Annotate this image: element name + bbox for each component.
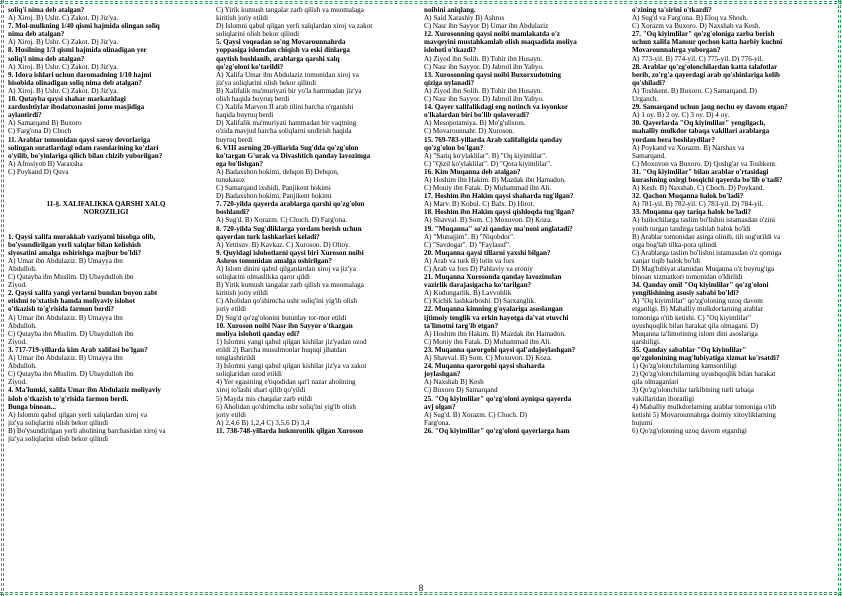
answer-line: A) "Munajjim". B) "Niqobdor". — [424, 232, 515, 241]
answer-line: jiz'ya soliqlarini olish bekor qilindi — [8, 418, 109, 427]
left-dashed-border — [1, 0, 4, 596]
answer-line: A) Xalifa Umar ibn Abdulaziz tomonidan xiroj va — [216, 70, 359, 79]
question-line: qo'zg'oloni ko'tarildi? — [216, 62, 284, 71]
answer-line: Ziyod. — [8, 281, 27, 290]
answer-line: 4) Yer egasining e'tiqodidan qat'i nazar aholining — [216, 378, 356, 387]
answer-line: A) 781-yil. B) 782-yil. C) 783-yil. D) 784-yil. — [632, 200, 764, 209]
answer-line: C) Moniy ibn Fatak. D) Muhammad ibn Ali. — [424, 337, 552, 346]
blank-line — [8, 176, 204, 184]
answer-line: ketishi 5) Movarounnahrga doimiy xitoyliklarning — [632, 410, 776, 419]
question-line: 27. "Oq kiyimlilar" qo'zg'oloniga zarba berish — [632, 30, 775, 39]
answer-line: buyruq berdi — [216, 135, 253, 144]
question-line: qaytish boshlanib, arablarga qarshi xalq — [216, 54, 340, 63]
question-line: 21. Muqanna Xurosonda qanday lavozimdan — [424, 273, 562, 282]
question-line: qo'zg'olon bo'lgan? — [424, 143, 484, 152]
answer-line: C) Moniy ibn Fatak. D) Muhammad ibn Ali. — [424, 184, 552, 193]
question-line: avj olgan? — [424, 402, 456, 411]
question-line: 3. 717-719-yillarda kim Arab xalifasi bo'lgan? — [8, 345, 148, 354]
question-line: Movarounnahrga yuborgan? — [632, 46, 721, 55]
answer-line: binoan xizmatkori tomonidan o'ldirildi — [632, 273, 743, 282]
top-dashed-border — [0, 1, 842, 4]
question-line: o'zining ta'sirini o'tkazdi? — [632, 6, 712, 14]
answer-line: 3) Islomni yangi qabul qilgan kishilar jiz'ya va zakot — [216, 362, 367, 371]
answer-line: C) Samarqand ixshidi, Panjikent hokimi — [216, 184, 331, 193]
answer-line: o'zida mavjud barcha soliqlarni undirish haqida — [216, 127, 352, 136]
answer-line: jiz'ya soliqlarini olish bekor qilindi — [8, 434, 109, 443]
answer-line: A) Afrosiyob B) Varaxsha — [8, 159, 83, 168]
answer-line: A) Said Xarashiy B) Ashros — [424, 14, 505, 23]
answer-line: A) Xiroj. B) Ushr. C) Zakot. D) Jiz'ya. — [8, 62, 119, 71]
answer-line: A) Sug'd. B) Xorazm. C) Choch. D) — [424, 410, 528, 419]
question-line: o'yilib, bo'yinlariga qilich bilan chizib yuborilgan? — [8, 151, 163, 160]
answer-line: B) Bo'ysundirilgan yerli aholining barchasidan xiroj va — [8, 426, 166, 435]
answer-line: vakillaridan iboratligi — [632, 394, 695, 403]
question-line: bo'ysundirilgan yerli xalqlar bilan kelishish — [8, 240, 141, 249]
answer-line: A) Sug'd va Farg'ona. B) Eloq va Shosh. — [632, 14, 748, 23]
answer-line: yonib turgan tandirga tashlab halok bo'ldi — [632, 224, 751, 233]
answer-line: Abdulloh. — [8, 321, 37, 330]
answer-line: 6) Aholidan qo'shimcha ushr soliq'ini yig'ib olish — [216, 402, 356, 411]
answer-line: C) Arab va fors D) Pahlaviy va eroniy — [424, 265, 533, 273]
answer-line: A) Kudungarlik. B) Lavvohlik — [424, 289, 512, 298]
right-dashed-border — [838, 0, 841, 596]
answer-line: xiroj to'lashi shart qilib qo'yildi — [216, 386, 306, 395]
section-heading: 11-§. XALIFALIKKA QARSHI XALQ — [46, 200, 166, 209]
text-column-3 — [424, 6, 620, 578]
question-line: 13. Xurosonning qaysi noibi Buxorxudotning — [424, 70, 561, 79]
answer-line: C) Arablarga taslim bo'lishni istamasdan o'z qorniga — [632, 248, 782, 257]
question-line: 12. Xurosonning qaysi noibi mamlakatda o'z — [424, 30, 560, 39]
answer-line: A) Xiroj. B) Ushr. C) Zakot. D) Jiz'ya. — [8, 14, 119, 23]
question-line: 33. Muqanna qay tariqa halok bo'ladi? — [632, 208, 752, 217]
answer-line: soliqlarini olmaslikka qaror qildi — [216, 273, 310, 282]
question-line: 2. Qaysi xalifa yangi yerlarni bundan buyon zabt — [8, 289, 158, 298]
question-line: nima deb atalgan? — [8, 30, 65, 39]
question-line: 30. Qayerlarda "Oq kiyimlilar" yengilgach, — [632, 119, 766, 128]
question-line: Bunga binoan... — [8, 402, 57, 411]
text-column-2 — [216, 6, 412, 578]
question-line: 9. Quyidagi islohotlarni qaysi biri Xuroson noibi — [216, 248, 364, 257]
answer-line: C) Poykand D) Quva — [8, 167, 69, 176]
answer-line: D) Badaxshon hokimi, Panjikent hokimi — [216, 192, 332, 201]
question-line: ko'targan G'urak va Divashtich qanday lavozimga — [216, 151, 371, 160]
text-column-1 — [8, 6, 204, 578]
answer-line: A) Sug'd. B) Xorazm. C) Choch. D) Farg'ona. — [216, 216, 348, 225]
question-line: 22. Muqanna kimning g'oyalariga asoslangan — [424, 305, 563, 314]
answer-line: C) Xorazm va Buxoro. D) Naxshab va Kesh. — [632, 22, 761, 31]
question-line: 18. Hoshim ibn Hakim qaysi qishloqda tug'ilgan? — [424, 208, 575, 217]
answer-line: uyushqoqlik bilan harakat qila olmagani. D) — [632, 321, 759, 330]
answer-line: A) Mesopotamiya. B) Mo'g'uliston. — [424, 119, 526, 128]
answer-line: Abdulloh. — [8, 362, 37, 371]
answer-line: joriy etildi — [216, 305, 246, 314]
question-line: ijtimoiy tenglik va erkin hayotga da'vat etuvchi — [424, 313, 569, 322]
question-line: boshlandi? — [216, 208, 250, 217]
answer-line: A) Islomni qabul qilgan yerli xalqlardan xiroj va — [8, 410, 148, 419]
answer-line: B) Yirik kumush tangalar zarb qilish va muomalaga — [216, 281, 364, 290]
answer-line: haqida buyruq berdi — [216, 111, 274, 120]
answer-line: xanjar tiqib halok bo'ldi — [632, 256, 701, 265]
question-line: 7. Mol-mulkning 1/40 qismi hajmida olingan soliq — [8, 22, 160, 31]
question-line: 14. Qayer xalifalikdagi eng notinch va isyonkor — [424, 103, 569, 112]
answer-line: C) Qutayba ibn Muslim. D) Ubaydulloh ibn — [8, 329, 134, 338]
blank-line — [8, 225, 204, 233]
question-line: yordam bera boshlaydilar? — [632, 135, 715, 144]
answer-line: A) Hoshim ibn Hakim. B) Mazdak ibn Hamadon. — [424, 329, 566, 338]
answer-line: A) Naxshab B) Kesh — [424, 378, 484, 387]
question-line: kurashning oxirgi bosqichi qayerda bo'lib o'tadi? — [632, 175, 783, 184]
question-line: 1. Qaysi xalifa murakkab vaziyatni hisobga olib, — [8, 232, 156, 241]
question-line: mavqeyini mustahkamlab olish maqsadida moliya — [424, 38, 577, 47]
question-line: vazirlik darajasigacha ko'tarilgan? — [424, 281, 532, 290]
answer-line: C) Qutayba ibn Muslim. D) Ubaydulloh ibn — [8, 370, 134, 379]
answer-line: Ziyod. — [8, 378, 27, 387]
answer-line: tenglashtirildi — [216, 354, 256, 363]
answer-line: 6) Qo'zg'olonning uzoq davom etganligi — [632, 426, 747, 435]
answer-line: Samarqand. — [632, 151, 666, 160]
answer-line: C) "Qizil ko'ylaklilar". D) "Qora kiyimlilar". — [424, 159, 552, 168]
question-line: o'tkazish to'g'risida farmon berdi? — [8, 305, 115, 314]
answer-line: A) Xiroj. B) Ushr. C) Zakot. D) Jiz'ya. — [8, 38, 119, 47]
question-line: hisobida olinadigan soliq nima deb atalgan? — [8, 78, 142, 87]
answer-line: A) Ziyod ibn Solih. B) Tohir ibn Husayn. — [424, 86, 543, 95]
question-line: Ashros tomonidan amalga oshirilgan? — [216, 256, 332, 265]
page-number: 8 — [418, 583, 424, 593]
answer-line: D) Sug'd qo'zg'olonini butunlay tor-mor etildi — [216, 313, 347, 322]
answer-line: A) Umar ibn Abdulaziz. B) Umayya ibn — [8, 354, 123, 363]
question-line: 19. "Muqanna" so'zi qanday ma'noni anglatadi? — [424, 224, 573, 233]
question-line: 25. "Oq kiyimlilar" qo'zg'oloni ayniqsa qayerda — [424, 394, 572, 403]
answer-line: C) Buxoro D) Samarqand — [424, 386, 498, 395]
answer-line: A) 773-yil. B) 774-yil. C) 775-yil. D) 776-yil. — [632, 54, 764, 63]
question-line: qo'zgolonining mag'lubiyatiga xizmat ko'rsatdi? — [632, 354, 780, 363]
answer-line: Muqanna ta'limotining islom dini asoslariga — [632, 329, 758, 338]
answer-line: jiz'ya soliqlarini olish bekor qilindi — [216, 78, 317, 87]
question-line: 28. Arablar qo'zg'olonchilardan katta talafotlar — [632, 62, 778, 71]
question-line: 23. Muqanna qarorgohi qaysi qal'adajoylashgan? — [424, 345, 576, 354]
question-line: 32. Qachon Muqanna halok bo'ladi? — [632, 192, 744, 201]
question-line: 10. Qutayba qaysi shahar markazidagi — [8, 95, 126, 104]
answer-line: Urganch. — [632, 95, 659, 104]
answer-line: C) Moxuvon va Buxoro. D) Qoshg'ar va Toshkent. — [632, 159, 777, 168]
answer-line: A) Arab va turk B) lotin va fors — [424, 256, 515, 265]
question-line: 34. Qanday omil "Oq kiyimlilar" qo'zg'oloni — [632, 281, 769, 290]
answer-line: D) Xalifalik ma'muriyati hammadan bir vaqtning — [216, 119, 357, 128]
answer-line: qarshiligi. — [632, 337, 661, 346]
answer-line: A) Umar ibn Abdulaziz. B) Umayya ibn — [8, 313, 123, 322]
answer-line: A) Badaxshon hokimi, dehqon B) Dehqon, — [216, 167, 339, 176]
question-line: 35. Qanday sabablar "Oq kiyimlilar" — [632, 345, 747, 354]
answer-line: soliqlaridan ozod etildi — [216, 370, 282, 379]
answer-line: A) Ziyod ibn Solih. B) Tohir ibn Husayn. — [424, 54, 543, 63]
question-line: 10. Xuroson noibi Nasr ibn Sayyor o'tkazgan — [216, 321, 353, 330]
answer-line: Ziyod. — [8, 337, 27, 346]
answer-line: A) Xiroj. B) Ushr. C) Zakot. D) Jiz'ya. — [8, 86, 119, 95]
answer-line: kiritish joriy etildi — [216, 14, 268, 23]
question-line: ta'limotni targ'ib etgan? — [424, 321, 499, 330]
text-column-4 — [632, 6, 828, 578]
answer-line: D) Mag'lubiyat alamidan Muqanna o'z buyrug'iga — [632, 265, 775, 273]
question-line: qiziga uylanadi? — [424, 78, 475, 87]
answer-line: hujumi — [632, 418, 653, 427]
answer-line: soliqlarini olish bekor qilindi — [216, 30, 300, 39]
question-line: isloh o'tkazish to'g'risida farmon berdi. — [8, 394, 129, 403]
answer-line: C) Aholidan qo'shimcha ushr soliq'ini yig'ib olish — [216, 297, 358, 306]
answer-line: A) Shavval. B) Som. C) Moxuvon. D) Koza. — [424, 216, 552, 225]
answer-line: B) Arablar tomonidan asirga olinib, tili sug'urildi va — [632, 232, 781, 241]
question-line: 8. Hosilning 1/3 qismi hajmida olinadigan yer — [8, 46, 147, 55]
answer-line: 1) Qo'zg'olonchilarning kamsonliligi — [632, 362, 737, 371]
answer-line: kiritish joriy etildi — [216, 289, 268, 298]
answer-line: A) 1 oy. B) 2 oy. C) 3 oy. D) 4 oy. — [632, 111, 730, 120]
answer-line: 4) Mahalliy mulkdorlarning arablar tomoniga o'tib — [632, 402, 777, 411]
answer-line: 1) Islomni yangi qabul qilgan kishilar jiz'yadan ozod — [216, 337, 367, 346]
answer-line: B) Xalifalik ma'muriyati bir yo'la hammadan jiz'ya — [216, 86, 362, 95]
answer-line: 5) Mayda mis chaqalar zarb etildi — [216, 394, 313, 403]
answer-line: A) Hoshim ibn Hakim. B) Mazdak ibn Hamadon. — [424, 175, 566, 184]
answer-line: C) Qutayba ibn Muslim. D) Ubaydulloh ibn — [8, 273, 134, 282]
answer-line: C) Farg'ona D) Choch — [8, 127, 72, 136]
question-line: berib, zo'rg'a qayerdagi arab qo'shinlariga kelib — [632, 70, 780, 79]
answer-line: A) Kesh. B) Naxshab. C) Choch. D) Poykand. — [632, 184, 765, 193]
answer-line: C) Xalifa Marvon II arab tilini barcha o'rganishi — [216, 103, 354, 112]
question-line: aylantirdi? — [8, 111, 42, 120]
answer-line: A) Istilochilarga taslim bo'lishni istamasdan o'zini — [632, 216, 776, 225]
answer-line: A) Marv. B) Kobul. C) Balx. D) Hirot. — [424, 200, 535, 209]
question-line: yoppasiga islomdan chiqish va eski dinlarga — [216, 46, 350, 55]
question-line: 9. Idora ishlari uchun daromadning 1/10 hajmi — [8, 70, 152, 79]
answer-line: tunukasoz — [216, 175, 245, 184]
question-line: yengilishining asosiy sababi bo'ldi? — [632, 289, 739, 298]
answer-line: A) Shavval. B) Som. C) Moxuvon. D) Koza. — [424, 354, 552, 363]
section-heading: NOROZILIGI — [83, 208, 129, 217]
question-line: 6. VIII asrning 20-yillarida Sug'dda qo'zg'olon — [216, 143, 359, 152]
answer-line: 2) Qo'zg'olonchilarning uyushqoqlik bilan harakat — [632, 370, 776, 379]
question-line: 7. 720-yilda qayerda arablarga qarshi qo'zg'olon — [216, 200, 365, 209]
answer-line: C) Movarounnahr. D) Xuroson. — [424, 127, 515, 136]
answer-line: tomoniga o'tib ketishi. C) "Oq kiyimlilar" — [632, 313, 751, 322]
answer-line: Abdulloh. — [8, 265, 37, 273]
answer-line: etildi 2) Barcha musulmonlar huquqi jihatdan — [216, 345, 347, 354]
question-line: uchun xalifa Mansur qochon katta harbiy kuchni — [632, 38, 783, 47]
answer-line: A) Islom dinini qabul qilganlardan xiroj va jiz'ya — [216, 265, 356, 273]
question-line: qayerdan turk lashkarlari keladi? — [216, 232, 320, 241]
answer-line: 3) Qo'zg'olonchilar tarkibining turli tabaqa — [632, 386, 754, 395]
question-line: ega bo'lishgan? — [216, 159, 264, 168]
question-line: 20. Muqanna qaysi tillarni yaxshi bilgan? — [424, 248, 551, 257]
answer-line: A) "Sariq ko'ylaklilar". B) "Oq kiyimlilar". — [424, 151, 548, 160]
question-line: siyosatini amalga oshirishga majbur bo'ldi? — [8, 248, 142, 257]
question-line: soliq'i nima deb atalgan? — [8, 54, 85, 63]
question-line: qo'shiladi? — [632, 78, 666, 87]
answer-line: A) Toshkent. B) Buxoro. C) Samarqand. D) — [632, 86, 757, 95]
answer-line: C) Nasr ibn Sayyor D) Umar ibn Abdulaziz — [424, 22, 549, 31]
question-line: noibini aniqlang. — [424, 6, 476, 14]
question-line: 11. 738-748-yillarda hukmronlik qilgan Xuroson — [216, 426, 364, 435]
question-line: 17. Hoshim ibn Hakim qaysi shaharda tug'ilgan? — [424, 192, 574, 201]
question-line: 4. Ma'lumki, xalifa Umar ibn Abdulaziz moliyaviy — [8, 386, 162, 395]
question-line: 5. Qaysi voqeadan so'ng Movarounnahrda — [216, 38, 346, 47]
question-line: 16. Kim Muqanna deb atalgan? — [424, 167, 521, 176]
question-line: mahalliy mulkdor tabaqa vakillari arablarga — [632, 127, 770, 136]
question-line: solingan suratlardagi odam rasmlarining ko'zlari — [8, 143, 159, 152]
question-line: etishni to'xtatish hamda moliyaviy islohot — [8, 297, 135, 306]
question-line: 26. "Oq kiyimlilar" qo'zg'oloni qayerlarga ham — [424, 426, 570, 435]
answer-line: A) Samarqand B) Buxoro — [8, 119, 82, 128]
question-line: 31. "Oq kiyimlilar" bilan arablar o'rtasidagi — [632, 167, 769, 176]
question-line: joylashgan? — [424, 370, 461, 379]
answer-line: C) Nasr ibn Sayyor. D) Jabroil ibn Yahyo. — [424, 62, 544, 71]
question-line: 29. Samarqand uchun jang nechu oy davom etgan? — [632, 103, 788, 112]
answer-line: A) Yettisuv. B) Kavkaz. C) Xuroson. D) Oltoy. — [216, 240, 350, 249]
blank-line — [8, 192, 204, 200]
question-line: 24. Muqanna qarorgohi qaysi shaharda — [424, 362, 545, 371]
answer-line: D) Islomni qabul qilgan yerli xalqlardan xiroj va zakot — [216, 22, 373, 31]
answer-line: Farg'ona. — [424, 418, 451, 427]
question-line: o'lkalardan biri bo'lib qolaveradi? — [424, 111, 530, 120]
answer-line: qila olmaganlari — [632, 378, 679, 387]
question-line: islohoti o'tkazdi? — [424, 46, 477, 55]
question-line: moliya islohoti qanday edi? — [216, 329, 300, 338]
answer-line: A) Poykand va Xorazm. B) Narshax va — [632, 143, 745, 152]
blank-line — [8, 216, 204, 224]
answer-line: olish haqida buyruq berdi — [216, 95, 290, 104]
answer-line: joriy etildi — [216, 410, 246, 419]
question-line: 8. 720-yilda Sug'dliklarga yordam berish uchun — [216, 224, 362, 233]
answer-line: A) "Oq kiyimlilar" qo'zg'oloning uzoq davom — [632, 297, 763, 306]
answer-line: C) "Savdogar". D) "Faylasuf". — [424, 240, 511, 249]
question-line: zardushtiylar ibodatxonasini jome masjidiga — [8, 103, 145, 112]
answer-line: C) Nasr ibn Sayyor. D) Jabroil ibn Yahyo. — [424, 95, 544, 104]
answer-line: otga bog'lab tilka-pora qilindi — [632, 240, 717, 249]
question-line: soliq'i nima deb atalgan? — [8, 6, 85, 14]
answer-line: etganligi. B) Mahalliy mulkdorlarning arablar — [632, 305, 764, 314]
answer-line: C) Yirik kumush tangalar zarb qilish va muomalaga — [216, 6, 364, 14]
blank-line — [8, 184, 204, 192]
question-line: 11. Arablar tomonidan qaysi saroy devorlariga — [8, 135, 151, 144]
answer-line: C) Kichik lashkarboshi. D) Sarxanglik. — [424, 297, 536, 306]
answer-line: A) 2,4,6 B) 1,2,4 C) 3,5,6 D) 3,4 — [216, 418, 310, 427]
question-line: 15. 769-783-yillarda Arab xalifaligida qanday — [424, 135, 563, 144]
answer-line: A) Umar ibn Abdulaziz. B) Umayya ibn — [8, 256, 123, 265]
